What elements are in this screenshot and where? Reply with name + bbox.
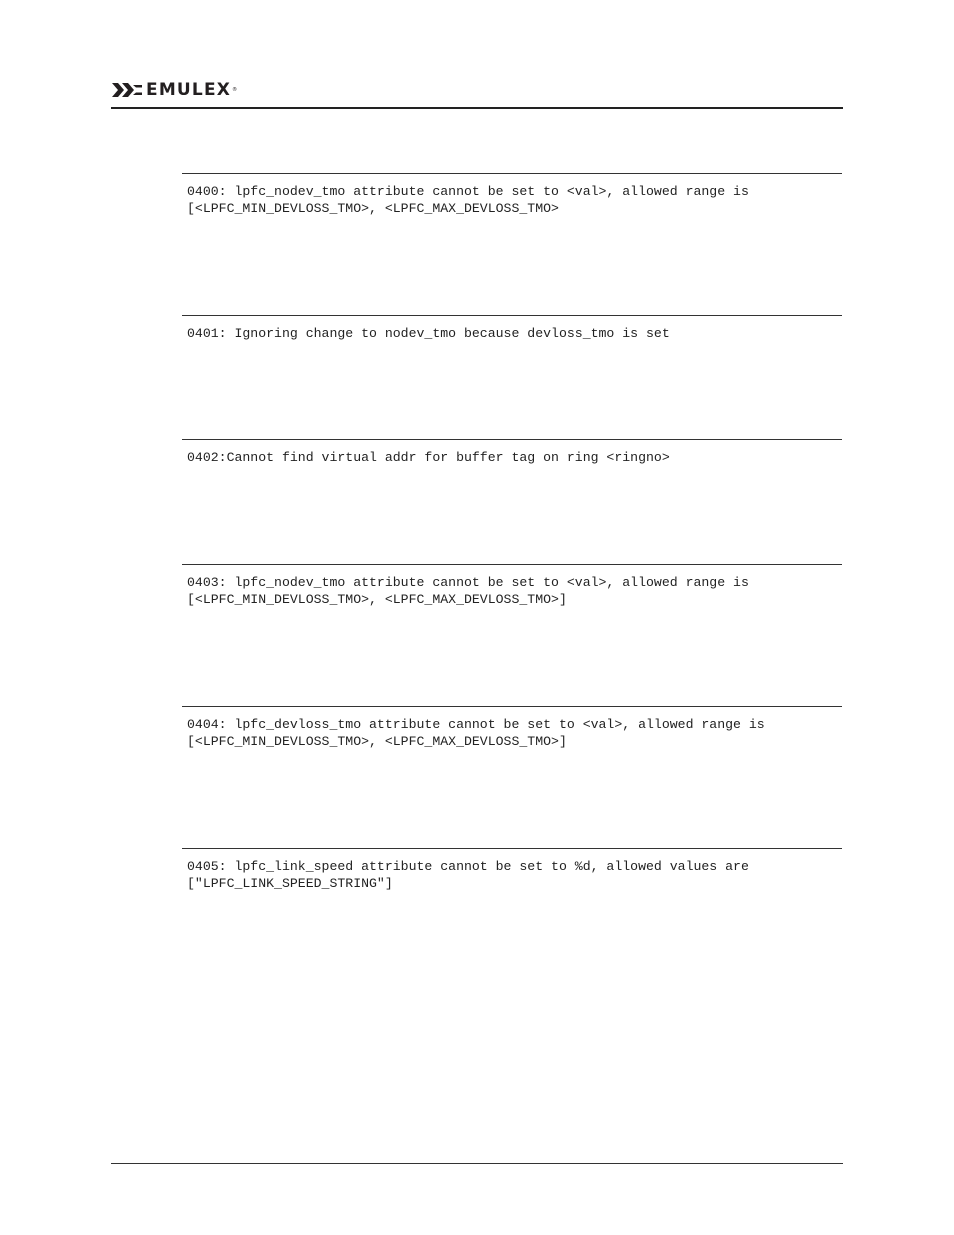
logo-wordmark: EMULEX	[146, 80, 232, 100]
message-0400	[182, 173, 842, 217]
header-divider	[111, 107, 843, 109]
message-text	[182, 316, 842, 342]
message-text	[182, 707, 842, 750]
message-0404	[182, 706, 842, 750]
message-line-1: 0400: lpfc_nodev_tmo attribute cannot be set to <val>, allowed range is	[187, 184, 749, 199]
message-text	[182, 440, 842, 466]
message-line-2: [<LPFC_MIN_DEVLOSS_TMO>, <LPFC_MAX_DEVLOSS_TMO>	[187, 201, 559, 216]
message-text	[182, 174, 842, 217]
message-line-2: [<LPFC_MIN_DEVLOSS_TMO>, <LPFC_MAX_DEVLOSS_TMO>]	[187, 734, 567, 749]
message-line-1: 0402:Cannot find virtual addr for buffer tag on ring <ringno>	[187, 450, 670, 465]
message-line-1: 0403: lpfc_nodev_tmo attribute cannot be set to <val>, allowed range is	[187, 575, 749, 590]
message-text	[182, 565, 842, 608]
message-0405	[182, 848, 842, 892]
message-line-2: [<LPFC_MIN_DEVLOSS_TMO>, <LPFC_MAX_DEVLOSS_TMO>]	[187, 592, 567, 607]
message-0402	[182, 439, 842, 466]
message-0401	[182, 315, 842, 342]
page-header	[111, 80, 843, 110]
emulex-chevron-icon	[111, 81, 143, 99]
message-line-2: ["LPFC_LINK_SPEED_STRING"]	[187, 876, 393, 891]
message-0403	[182, 564, 842, 608]
message-line-1: 0401: Ignoring change to nodev_tmo because devloss_tmo is set	[187, 326, 670, 341]
message-line-1: 0405: lpfc_link_speed attribute cannot be set to %d, allowed values are	[187, 859, 749, 874]
logo-trademark: ®	[232, 87, 238, 93]
emulex-logo	[111, 80, 237, 100]
footer-divider	[111, 1163, 843, 1164]
message-line-1: 0404: lpfc_devloss_tmo attribute cannot be set to <val>, allowed range is	[187, 717, 765, 732]
message-text	[182, 849, 842, 892]
